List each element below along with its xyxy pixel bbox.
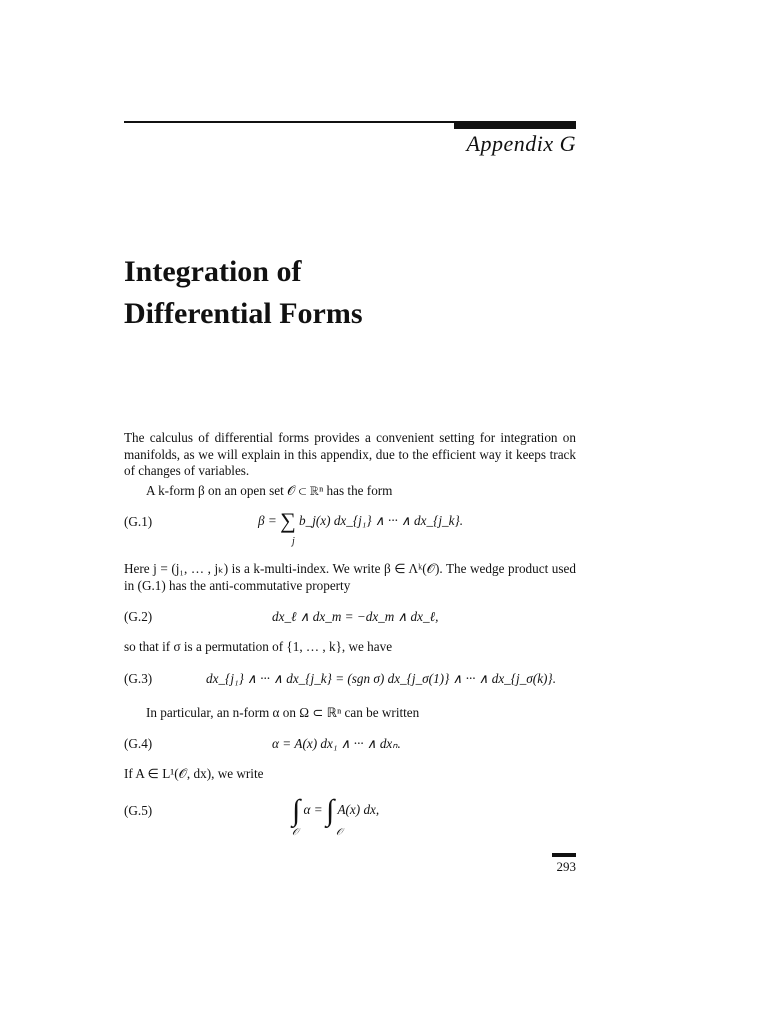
header-rule-thick (454, 121, 576, 129)
eq-g2-text: dx_ℓ ∧ dx_m = −dx_m ∧ dx_ℓ, (272, 609, 439, 624)
eq-g5-domain-2: 𝒪 (336, 827, 343, 838)
eq-g3-text: dx_{j₁} ∧ ··· ∧ dx_{j_k} = (sgn σ) dx_{j_σ(1)} ∧ ··· ∧ dx_{j_σ(k)}. (206, 671, 557, 686)
eq-g1-lhs: β = (258, 513, 281, 528)
chapter-title-line1: Integration of (124, 255, 302, 288)
chapter-title (124, 251, 363, 335)
eq-g5-mid: α = (300, 802, 326, 817)
integral-symbol-2: ∫ (325, 794, 335, 827)
eq-g4 (272, 736, 401, 752)
appendix-label: Appendix G (466, 131, 576, 156)
page-number-bar (552, 853, 576, 857)
page-number: 293 (556, 859, 576, 874)
eq-g5 (292, 794, 380, 838)
eq-g2 (272, 609, 438, 625)
permutation-paragraph: so that if σ is a permutation of {1, … , k}, we have (124, 639, 393, 654)
eq-g4-text: α = A(x) dx₁ ∧ ··· ∧ dxₙ. (272, 736, 401, 751)
eq-g5-domain-1: 𝒪 (292, 827, 299, 838)
kform-intro: A k-form β on an open set 𝒪 ⊂ ℝⁿ has the form (146, 483, 393, 498)
eq-g1-sum-index: j (292, 536, 295, 547)
eq-g2-label: (G.2) (124, 609, 153, 624)
eq-g1-label: (G.1) (124, 514, 153, 529)
integral-symbol: ∫ (292, 794, 301, 827)
multiindex-paragraph: Here j = (j₁, … , jₖ) is a k-multi-index. We write β ∈ Λᵏ(𝒪). The wedge product used in (G.1) has the anti-commutative property (124, 561, 576, 593)
eq-g5-label: (G.5) (124, 803, 153, 818)
eq-g5-rhs: A(x) dx, (334, 802, 380, 817)
nform-paragraph: In particular, an n-form α on Ω ⊂ ℝⁿ can be written (146, 705, 420, 720)
chapter-title-line2: Differential Forms (124, 297, 363, 330)
sum-symbol: ∑ (280, 508, 296, 533)
eq-g3 (206, 671, 556, 687)
eq-g1-rhs: b_j(x) dx_{j₁} ∧ ··· ∧ dx_{j_k}. (295, 513, 464, 528)
eq-g4-label: (G.4) (124, 736, 153, 751)
eq-g1 (258, 508, 464, 547)
intro-paragraph: The calculus of differential forms provides a convenient setting for integration on manifolds, as we will explain in this appendix, due to the efficient way it keeps track of changes of variables. (124, 430, 576, 478)
if-A-paragraph: If A ∈ L¹(𝒪, dx), we write (124, 766, 264, 781)
eq-g3-label: (G.3) (124, 671, 153, 686)
